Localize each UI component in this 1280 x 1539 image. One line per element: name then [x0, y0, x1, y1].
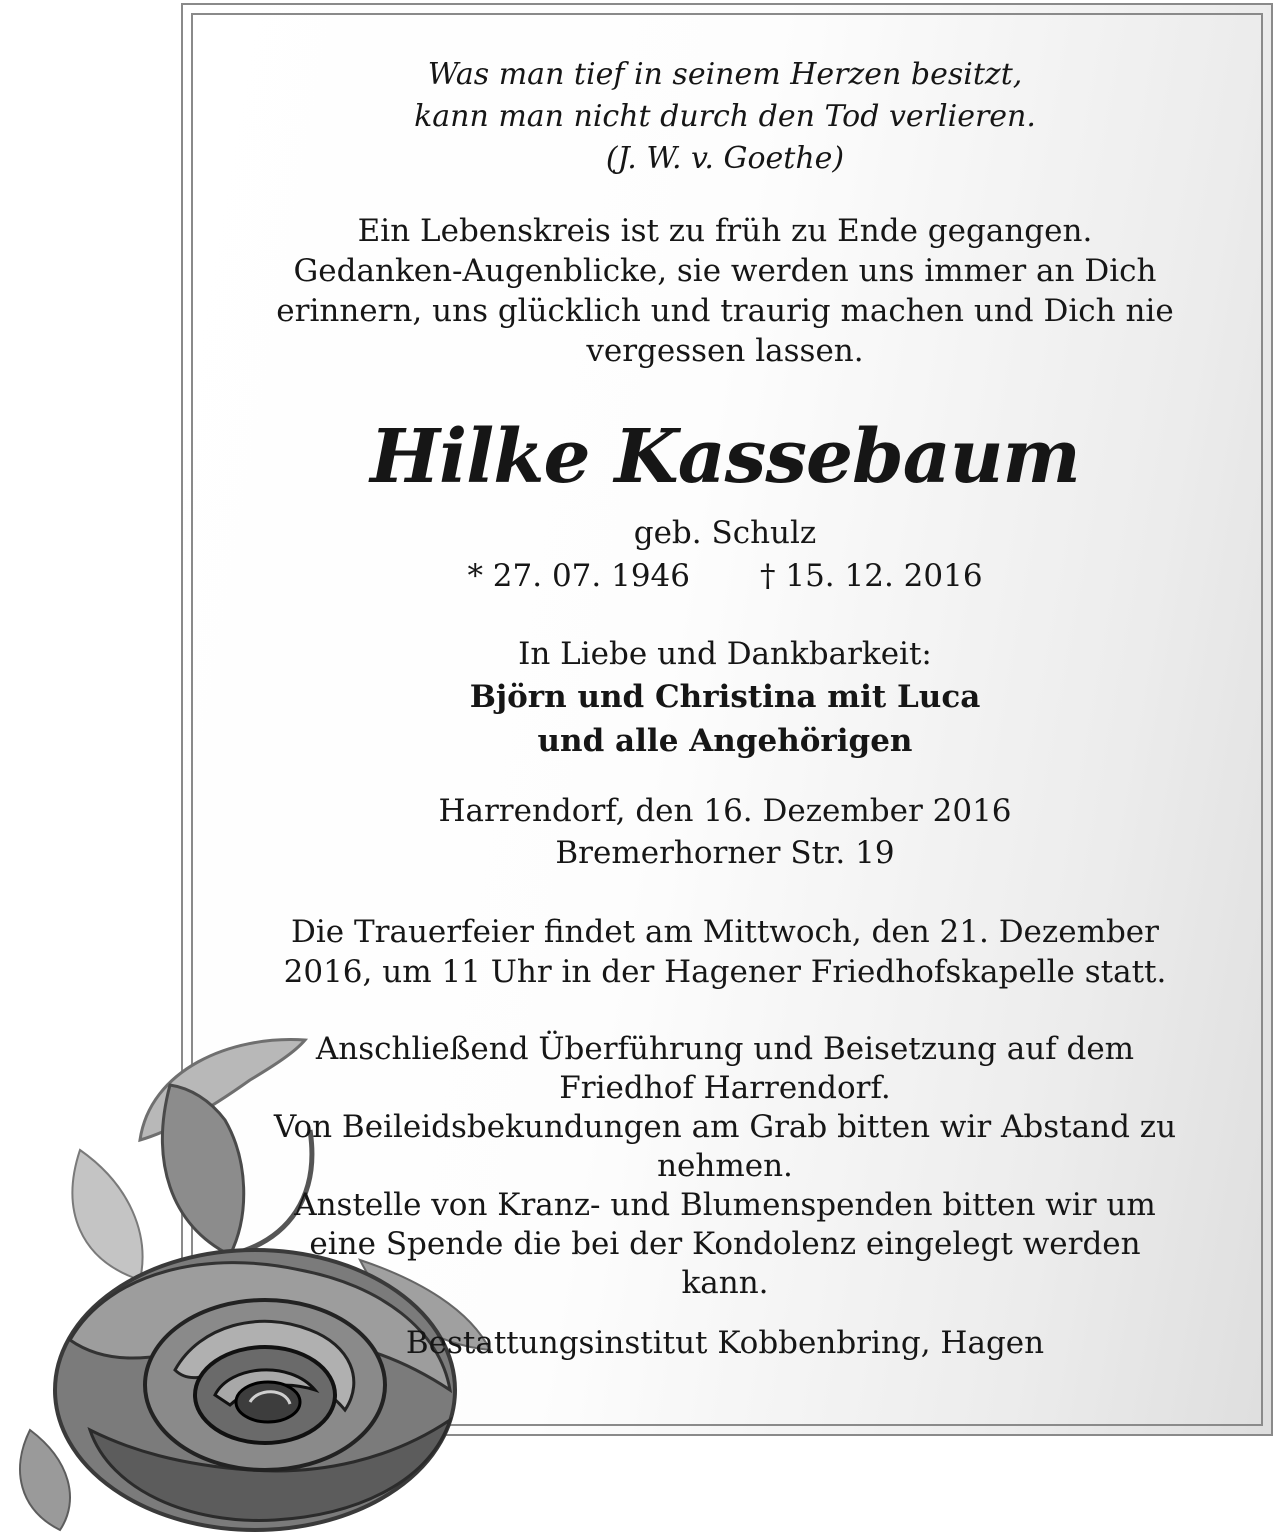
funeral-service	[250, 912, 1200, 992]
quote-line: kann man nicht durch den Tod verlieren.	[414, 99, 1036, 134]
mourners-names	[250, 675, 1200, 763]
deceased-name: Hilke Kassebaum	[370, 414, 1080, 500]
notes-line: eine Spende die bei der Kondolenz eingelegt werden	[309, 1226, 1141, 1262]
birth-name: geb. Schulz	[633, 515, 817, 551]
street-address: Bremerhorner Str. 19	[555, 835, 895, 871]
quote-author: (J. W. v. Goethe)	[605, 141, 845, 176]
notes-line: kann.	[681, 1265, 769, 1301]
intro-text	[250, 211, 1200, 371]
goethe-quote	[250, 54, 1200, 180]
service-line: 2016, um 11 Uhr in der Hagener Friedhofskapelle statt.	[283, 954, 1167, 990]
intro-line: Ein Lebenskreis ist zu früh zu Ende gegangen.	[357, 213, 1093, 249]
burial-notes	[250, 1030, 1200, 1303]
service-line: Die Trauerfeier findet am Mittwoch, den 21. Dezember	[291, 914, 1159, 950]
mourners-intro: In Liebe und Dankbarkeit:	[518, 636, 932, 672]
notes-line: nehmen.	[657, 1148, 793, 1184]
undertaker: Bestattungsinstitut Kobbenbring, Hagen	[405, 1325, 1045, 1361]
intro-line: erinnern, uns glücklich und traurig machen und Dich nie	[276, 293, 1174, 329]
life-dates	[250, 555, 1200, 597]
place-and-date	[250, 790, 1200, 874]
notes-line: Friedhof Harrendorf.	[559, 1070, 891, 1106]
notes-line: Anschließend Überführung und Beisetzung auf dem	[315, 1031, 1135, 1067]
intro-line: vergessen lassen.	[586, 333, 864, 369]
quote-line: Was man tief in seinem Herzen besitzt,	[427, 57, 1023, 92]
intro-line: Gedanken-Augenblicke, sie werden uns immer an Dich	[293, 253, 1157, 289]
mourners-line: Björn und Christina mit Luca	[469, 679, 981, 715]
birth-date: * 27. 07. 1946	[467, 558, 690, 594]
city-date: Harrendorf, den 16. Dezember 2016	[438, 793, 1012, 829]
mourners-line: und alle Angehörigen	[537, 723, 913, 759]
death-date: † 15. 12. 2016	[760, 558, 983, 594]
notes-line: Anstelle von Kranz- und Blumenspenden bitten wir um	[294, 1187, 1156, 1223]
notes-line: Von Beileidsbekundungen am Grab bitten wir Abstand zu	[273, 1109, 1177, 1145]
